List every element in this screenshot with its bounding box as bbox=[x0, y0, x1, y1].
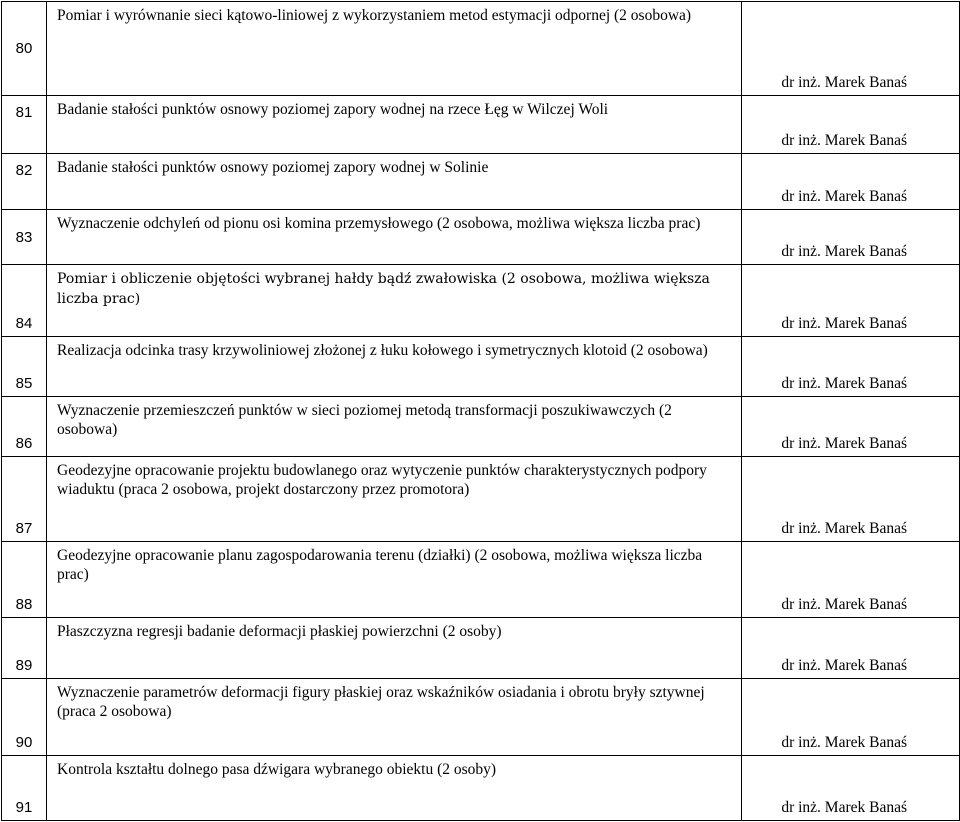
topic-number: 86 bbox=[2, 397, 47, 457]
table-row bbox=[2, 96, 960, 154]
topic-number: 80 bbox=[2, 2, 47, 96]
topic-supervisor: dr inż. Marek Banaś bbox=[742, 337, 960, 397]
topic-title: Badanie stałości punktów osnowy poziomej zapory wodnej w Solinie bbox=[47, 154, 742, 210]
topic-supervisor: dr inż. Marek Banaś bbox=[742, 210, 960, 265]
topic-supervisor: dr inż. Marek Banaś bbox=[742, 265, 960, 337]
topic-supervisor: dr inż. Marek Banaś bbox=[742, 2, 960, 96]
topic-supervisor: dr inż. Marek Banaś bbox=[742, 542, 960, 618]
topic-number: 84 bbox=[2, 265, 47, 337]
topic-title: Pomiar i wyrównanie sieci kątowo-liniowej z wykorzystaniem metod estymacji odpornej (2 osobowa) bbox=[47, 2, 742, 96]
table-row bbox=[2, 618, 960, 679]
topic-title: Geodezyjne opracowanie planu zagospodarowania terenu (działki) (2 osobowa, możliwa większa liczba prac) bbox=[47, 542, 742, 618]
topic-title: Realizacja odcinka trasy krzywoliniowej złożonej z łuku kołowego i symetrycznych klotoid (2 osobowa) bbox=[47, 337, 742, 397]
table-row bbox=[2, 756, 960, 821]
table-row bbox=[2, 542, 960, 618]
thesis-table-body bbox=[2, 2, 960, 821]
table-row bbox=[2, 2, 960, 96]
table-row bbox=[2, 265, 960, 337]
topic-title: Pomiar i obliczenie objętości wybranej hałdy bądź zwałowiska (2 osobowa, możliwa większa liczba prac) bbox=[47, 265, 742, 337]
topic-supervisor: dr inż. Marek Banaś bbox=[742, 618, 960, 679]
topic-number: 87 bbox=[2, 457, 47, 542]
topic-number: 89 bbox=[2, 618, 47, 679]
thesis-topics-table bbox=[1, 1, 960, 821]
table-row bbox=[2, 210, 960, 265]
topic-number: 82 bbox=[2, 154, 47, 210]
table-row bbox=[2, 397, 960, 457]
topic-title: Wyznaczenie parametrów deformacji figury płaskiej oraz wskaźników osiadania i obrotu bryły sztywnej (praca 2 osobowa) bbox=[47, 679, 742, 756]
topic-supervisor: dr inż. Marek Banaś bbox=[742, 756, 960, 821]
table-row bbox=[2, 154, 960, 210]
topic-number: 91 bbox=[2, 756, 47, 821]
topic-supervisor: dr inż. Marek Banaś bbox=[742, 679, 960, 756]
topic-number: 85 bbox=[2, 337, 47, 397]
topic-supervisor: dr inż. Marek Banaś bbox=[742, 457, 960, 542]
topic-title: Płaszczyzna regresji badanie deformacji płaskiej powierzchni (2 osoby) bbox=[47, 618, 742, 679]
topic-title: Geodezyjne opracowanie projektu budowlanego oraz wytyczenie punktów charakterystycznych podpory wiaduktu (praca 2 osobowa, projekt dostarczony przez promotora) bbox=[47, 457, 742, 542]
table-row bbox=[2, 457, 960, 542]
topic-title: Badanie stałości punktów osnowy poziomej zapory wodnej na rzece Łęg w Wilczej Woli bbox=[47, 96, 742, 154]
topic-supervisor: dr inż. Marek Banaś bbox=[742, 154, 960, 210]
topic-title: Kontrola kształtu dolnego pasa dźwigara wybranego obiektu (2 osoby) bbox=[47, 756, 742, 821]
topic-number: 83 bbox=[2, 210, 47, 265]
table-row bbox=[2, 679, 960, 756]
topic-number: 81 bbox=[2, 96, 47, 154]
topic-supervisor: dr inż. Marek Banaś bbox=[742, 397, 960, 457]
topic-title: Wyznaczenie odchyleń od pionu osi komina przemysłowego (2 osobowa, możliwa większa liczba prac) bbox=[47, 210, 742, 265]
topic-title: Wyznaczenie przemieszczeń punktów w sieci poziomej metodą transformacji poszukiwawczych (2 osobowa) bbox=[47, 397, 742, 457]
topic-supervisor: dr inż. Marek Banaś bbox=[742, 96, 960, 154]
table-row bbox=[2, 337, 960, 397]
topic-number: 90 bbox=[2, 679, 47, 756]
topic-number: 88 bbox=[2, 542, 47, 618]
